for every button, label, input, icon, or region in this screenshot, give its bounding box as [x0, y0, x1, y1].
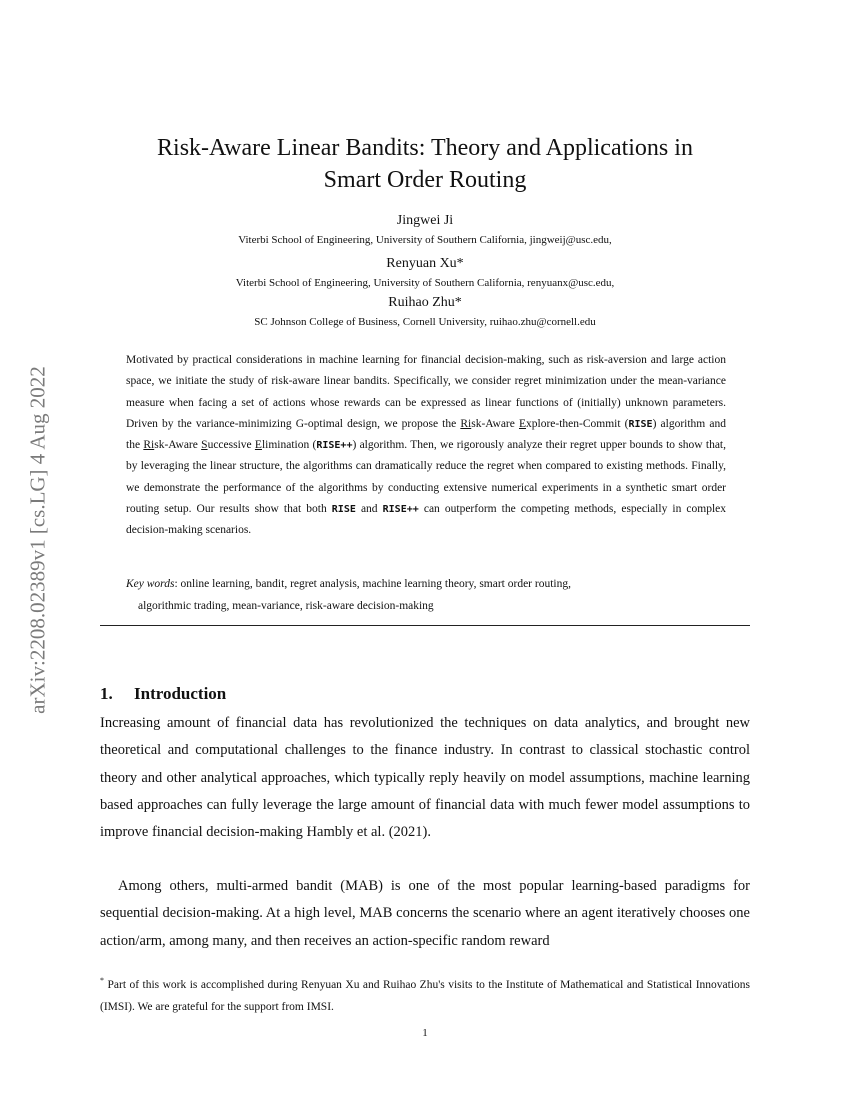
- algorithm-name: RISE++: [316, 440, 353, 452]
- section-title: Introduction: [134, 684, 227, 703]
- abstract-text: uccessive: [207, 439, 255, 452]
- author-affiliation: Viterbi School of Engineering, University of Southern California, renyuanx@usc.edu,: [235, 277, 615, 289]
- abstract-text: Motivated by practical considerations in machine learning for financial decision-making, such as risk-aversion and large action space, we initiate the study of risk-aware linear bandits. Specifically, we consider regret minimization under the mean-variance measure when facing a set of actions whose rewards can be expressed as linear functions of (initially) unknown parameters. Driven by the variance-minimizing G-optimal design, we propose the: [126, 354, 726, 430]
- abstract-text: xplore-then-Commit (: [526, 417, 629, 430]
- section-heading: [100, 684, 226, 704]
- acronym-letter: E: [254, 439, 262, 452]
- abstract-text: limination (: [261, 439, 317, 452]
- arxiv-sidebar-stamp: [14, 300, 62, 780]
- algorithm-name: RISE: [331, 504, 356, 516]
- author-name: Renyuan Xu*: [386, 256, 464, 271]
- arxiv-id: arXiv:2208.02389v1 [cs.LG] 4 Aug 2022: [25, 366, 50, 714]
- abstract-text: ) algorithm. Then, we rigorously analyze their regret upper bounds to show that, by leveraging the linear structure, the algorithms can dramatically reduce the regret when compared to existing methods. Finally, we demonstrate the performance of the algorithms by conducting extensive numerical experiments in a synthetic smart order routing setup. Our results show that both: [126, 439, 726, 516]
- body-paragraph: Increasing amount of financial data has revolutionized the techniques on data analytics, and brought new theoretical and computational challenges to the finance industry. In contrast to classical stochastic control theory and other analytical approaches, which typically reply heavily on model assumptions, machine learning based approaches can fully leverage the large amount of financial data with much fewer model assumptions to improve financial decision-making Hambly et al. (2021).: [100, 715, 750, 841]
- body-paragraph: Among others, multi-armed bandit (MAB) is one of the most popular learning-based paradigms for sequential decision-making. At a high level, MAB concerns the scenario where an agent iteratively chooses one action/arm, among many, and then receives an action-specific random reward: [100, 878, 750, 949]
- acronym-letter: E: [518, 417, 527, 430]
- author-name: Ruihao Zhu*: [388, 295, 462, 310]
- abstract-text: ) algorithm and the: [126, 417, 726, 452]
- abstract-text: sk-Aware: [471, 417, 519, 430]
- author-affiliation: Viterbi School of Engineering, University of Southern California, jingweij@usc.edu,: [238, 234, 612, 246]
- abstract-text: and: [355, 503, 383, 516]
- footnote: [100, 970, 750, 1018]
- paper-title: [100, 132, 750, 196]
- acronym-letter: Ri: [460, 417, 472, 430]
- abstract-divider: [100, 625, 750, 626]
- keywords-line-2: algorithmic trading, mean-variance, risk-aware decision-making: [138, 600, 434, 612]
- algorithm-name: RISE: [628, 418, 653, 430]
- keywords-line-1: : online learning, bandit, regret analysis, machine learning theory, smart order routing,: [174, 578, 571, 590]
- abstract-text: sk-Aware: [154, 439, 202, 452]
- footnote-mark: *: [100, 976, 104, 985]
- title-line-2: Smart Order Routing: [323, 167, 527, 193]
- acronym-letter: S: [201, 439, 208, 452]
- acronym-letter: Ri: [143, 439, 155, 452]
- keywords-label: Key words: [126, 578, 175, 590]
- keywords: [126, 573, 726, 617]
- footnote-text: Part of this work is accomplished during Renyuan Xu and Ruihao Zhu's visits to the Institute of Mathematical and Statistical Innovations (IMSI). We are grateful for the support from IMSI.: [100, 978, 751, 1013]
- section-number: 1.: [100, 684, 113, 703]
- author-affiliation: SC Johnson College of Business, Cornell University, ruihao.zhu@cornell.edu: [254, 316, 596, 328]
- page-number: 1: [422, 1027, 428, 1039]
- abstract-text: can outperform the competing methods, especially in complex decision-making scenarios.: [126, 503, 727, 537]
- algorithm-name: RISE++: [382, 504, 419, 516]
- abstract: [126, 350, 726, 542]
- author-name: Jingwei Ji: [396, 213, 454, 228]
- title-line-1: Risk-Aware Linear Bandits: Theory and Applications in: [157, 135, 693, 161]
